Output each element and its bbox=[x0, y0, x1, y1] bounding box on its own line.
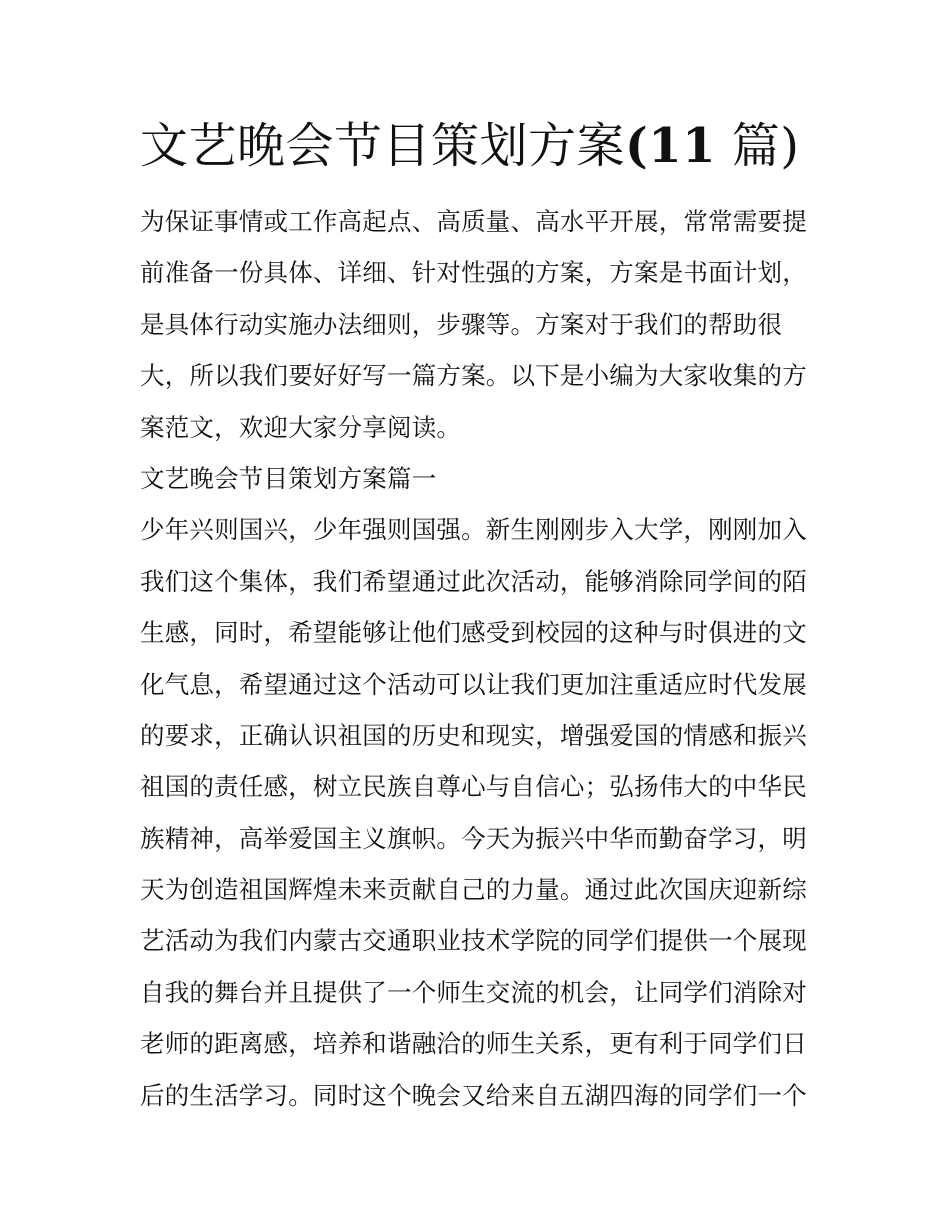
text-line: 祖国的责任感，树立民族自尊心与自信心；弘扬伟大的中华民 bbox=[140, 772, 807, 802]
title-unit: 篇) bbox=[716, 118, 800, 174]
title-main: 文艺晚会节目策划方案 bbox=[140, 118, 626, 174]
text-line: 艺活动为我们内蒙古交通职业技术学院的同学们提供一个展现 bbox=[140, 926, 807, 956]
document-body bbox=[140, 196, 812, 1121]
text-line: 老师的距离感，培养和谐融洽的师生关系，更有利于同学们日 bbox=[140, 1029, 807, 1059]
text-line: 我们这个集体，我们希望通过此次活动，能够消除同学间的陌 bbox=[140, 566, 807, 596]
text-line: 族精神，高举爱国主义旗帜。今天为振兴中华而勤奋学习，明 bbox=[140, 823, 807, 853]
section-heading: 文艺晚会节目策划方案篇一 bbox=[140, 463, 437, 493]
text-line: 生感，同时，希望能够让他们感受到校园的这种与时俱进的文 bbox=[140, 618, 807, 648]
text-line: 化气息，希望通过这个活动可以让我们更加注重适应时代发展 bbox=[140, 669, 807, 699]
title-count: (11 bbox=[625, 118, 717, 174]
text-line: 大，所以我们要好好写一篇方案。以下是小编为大家收集的方 bbox=[140, 361, 807, 391]
document-title bbox=[140, 114, 830, 178]
text-line: 案范文，欢迎大家分享阅读。 bbox=[140, 412, 462, 442]
text-line: 前准备一份具体、详细、针对性强的方案，方案是书面计划， bbox=[140, 258, 807, 288]
text-line: 是具体行动实施办法细则，步骤等。方案对于我们的帮助很 bbox=[140, 309, 783, 339]
text-line: 后的生活学习。同时这个晚会又给来自五湖四海的同学们一个 bbox=[140, 1080, 807, 1110]
text-line: 为保证事情或工作高起点、高质量、高水平开展，常常需要提 bbox=[140, 207, 807, 236]
text-line: 自我的舞台并且提供了一个师生交流的机会，让同学们消除对 bbox=[140, 977, 807, 1007]
text-line: 的要求，正确认识祖国的历史和现实，增强爱国的情感和振兴 bbox=[140, 720, 807, 750]
text-line: 天为创造祖国辉煌未来贡献自己的力量。通过此次国庆迎新综 bbox=[140, 875, 807, 905]
text-line: 少年兴则国兴，少年强则国强。新生刚刚步入大学，刚刚加入 bbox=[140, 515, 807, 545]
